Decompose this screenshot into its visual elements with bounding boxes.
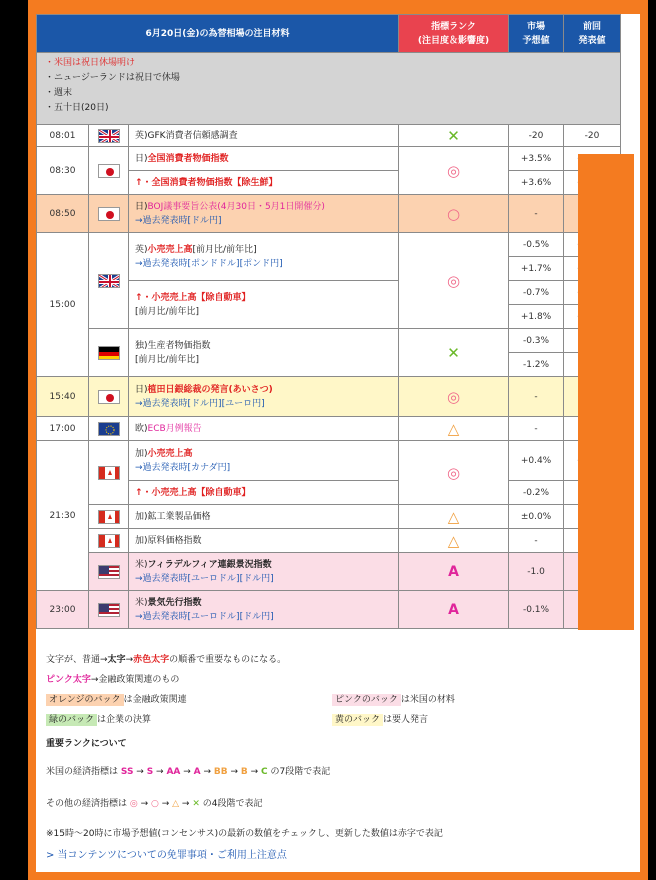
disclaimer-link[interactable]: > 当コンテンツについての免罪事項・ご利用上注意点 xyxy=(46,850,287,861)
event-cell: 加)鉱工業製品価格 xyxy=(129,505,399,529)
event-cell: 独)生産者物価指数 [前月比/前年比] xyxy=(129,329,399,377)
rank-cell: ✕ xyxy=(399,329,509,377)
rank-cell: A xyxy=(399,591,509,629)
us-flag-icon xyxy=(89,553,129,591)
event-cell: 日)植田日銀総裁の発言(あいさつ) →過去発表時[ドル円][ユーロ円] xyxy=(129,377,399,417)
japan-flag-icon xyxy=(89,377,129,417)
canada-flag-icon xyxy=(89,441,129,505)
time-cell: 21:30 xyxy=(37,441,89,591)
legend-green: 緑のバック は企業の決算 xyxy=(46,712,151,725)
forecast-cell: +0.4% xyxy=(509,441,564,481)
page-frame xyxy=(28,0,648,880)
forecast-cell: ±0.0% xyxy=(509,505,564,529)
rank-cell: ◎ xyxy=(399,233,509,329)
time-cell: 08:01 xyxy=(37,125,89,147)
table-row xyxy=(37,125,621,147)
time-cell: 23:00 xyxy=(37,591,89,629)
event-cell: 米)フィラデルフィア連銀景況指数 →過去発表時[ユーロドル][ドル円] xyxy=(129,553,399,591)
table-row xyxy=(37,591,621,629)
event-cell: ↑・小売売上高【除自動車】 xyxy=(129,481,399,505)
event-cell: 日)BOJ議事要旨公表(4月30日・5月1日開催分) →過去発表時[ドル円] xyxy=(129,195,399,233)
table-row xyxy=(37,195,621,233)
forecast-cell: -1.0 xyxy=(509,553,564,591)
orange-overlay xyxy=(578,154,634,630)
table-title: 6月20日(金)の為替相場の注目材料 xyxy=(37,15,399,53)
rank-cell: △ xyxy=(399,529,509,553)
table-row xyxy=(37,417,621,441)
forecast-cell: - xyxy=(509,195,564,233)
forecast-cell: - xyxy=(509,417,564,441)
forecast-cell: -0.3% xyxy=(509,329,564,353)
time-cell: 15:40 xyxy=(37,377,89,417)
rank-cell: A xyxy=(399,553,509,591)
table-row xyxy=(37,377,621,417)
content-panel xyxy=(36,14,640,872)
rank-cell: ◎ xyxy=(399,441,509,505)
event-cell: 英)GFK消費者信頼感調査 xyxy=(129,125,399,147)
event-cell: 加)原料価格指数 xyxy=(129,529,399,553)
table-row xyxy=(37,529,621,553)
legend-line: ピンク太字→金融政策関連のもの xyxy=(46,675,180,685)
canada-flag-icon xyxy=(89,505,129,529)
previous-header: 前回 発表値 xyxy=(564,15,621,53)
forecast-cell: +1.8% xyxy=(509,305,564,329)
canada-flag-icon xyxy=(89,529,129,553)
rank-header: 指標ランク (注目度＆影響度) xyxy=(399,15,509,53)
past-release-link[interactable]: →過去発表時[ユーロドル][ドル円] xyxy=(135,573,274,584)
table-row xyxy=(37,505,621,529)
japan-flag-icon xyxy=(89,195,129,233)
past-release-link[interactable]: →過去発表時[カナダ円] xyxy=(135,462,231,473)
event-cell: 欧)ECB月例報告 xyxy=(129,417,399,441)
forecast-header: 市場 予想値 xyxy=(509,15,564,53)
forecast-cell: -1.2% xyxy=(509,353,564,377)
japan-flag-icon xyxy=(89,147,129,195)
event-cell: 加)小売売上高 →過去発表時[カナダ円] xyxy=(129,441,399,481)
other-rank-line: その他の経済指標は ◎ → ○ → △ → ✕ の4段階で表記 xyxy=(46,799,263,809)
forecast-cell: -0.2% xyxy=(509,481,564,505)
rank-cell: ◎ xyxy=(399,147,509,195)
germany-flag-icon xyxy=(89,329,129,377)
table-row xyxy=(37,233,621,257)
rank-cell: △ xyxy=(399,417,509,441)
legend-pink: ピンクのバック は米国の材料 xyxy=(332,692,455,705)
event-cell: ↑・全国消費者物価指数【除生鮮】 xyxy=(129,171,399,195)
us-flag-icon xyxy=(89,591,129,629)
consensus-note: ※15時〜20時に市場予想値(コンセンサス)の最新の数値をチェックし、更新した数値は赤字で表記 xyxy=(46,829,443,839)
past-release-link[interactable]: →過去発表時[ポンドドル][ポンド円] xyxy=(135,258,283,269)
eu-flag-icon xyxy=(89,417,129,441)
legend-yellow: 黄のバック は要人発言 xyxy=(332,712,428,725)
forecast-cell: - xyxy=(509,377,564,417)
past-release-link[interactable]: →過去発表時[ドル円] xyxy=(135,215,222,226)
past-release-link[interactable]: →過去発表時[ドル円][ユーロ円] xyxy=(135,398,265,409)
time-cell: 08:50 xyxy=(37,195,89,233)
rank-heading: 重要ランクについて xyxy=(46,739,127,749)
table-row xyxy=(37,329,621,353)
note-item: ・五十日(20日) xyxy=(45,103,109,113)
table-row xyxy=(37,441,621,481)
time-cell: 15:00 xyxy=(37,233,89,377)
forecast-cell: -20 xyxy=(509,125,564,147)
time-cell: 08:30 xyxy=(37,147,89,195)
rank-cell: △ xyxy=(399,505,509,529)
note-item: ・ニュージーランドは祝日で休場 xyxy=(45,73,180,83)
forecast-cell: +3.5% xyxy=(509,147,564,171)
uk-flag-icon xyxy=(89,125,129,147)
forecast-cell: -0.1% xyxy=(509,591,564,629)
event-cell: 日)全国消費者物価指数 xyxy=(129,147,399,171)
calendar-table xyxy=(36,14,621,629)
rank-cell: ✕ xyxy=(399,125,509,147)
previous-cell: -20 xyxy=(564,125,621,147)
us-rank-line: 米国の経済指標は SS → S → AA → A → BB → B → C の7段階で表記 xyxy=(46,767,331,777)
rank-cell: ○ xyxy=(399,195,509,233)
forecast-cell: +3.6% xyxy=(509,171,564,195)
forecast-cell: -0.7% xyxy=(509,281,564,305)
table-row xyxy=(37,553,621,591)
past-release-link[interactable]: →過去発表時[ユーロドル][ドル円] xyxy=(135,611,274,622)
rank-cell: ◎ xyxy=(399,377,509,417)
forecast-cell: +1.7% xyxy=(509,257,564,281)
forecast-cell: - xyxy=(509,529,564,553)
event-cell: 米)景気先行指数 →過去発表時[ユーロドル][ドル円] xyxy=(129,591,399,629)
note-item: ・米国は祝日休場明け xyxy=(45,58,136,68)
table-row xyxy=(37,147,621,171)
event-cell: ↑・小売売上高【除自動車】 [前月比/前年比] xyxy=(129,281,399,329)
legend-orange: オレンジのバック は金融政策関連 xyxy=(46,692,187,705)
time-cell: 17:00 xyxy=(37,417,89,441)
note-item: ・週末 xyxy=(45,88,73,98)
event-cell: 英)小売売上高[前月比/前年比] →過去発表時[ポンドドル][ポンド円] xyxy=(129,233,399,281)
forecast-cell: -0.5% xyxy=(509,233,564,257)
notes-box xyxy=(37,53,621,125)
uk-flag-icon xyxy=(89,233,129,329)
legend-line: 文字が、普通→太字→赤色太字の順番で重要なものになる。 xyxy=(46,655,287,665)
